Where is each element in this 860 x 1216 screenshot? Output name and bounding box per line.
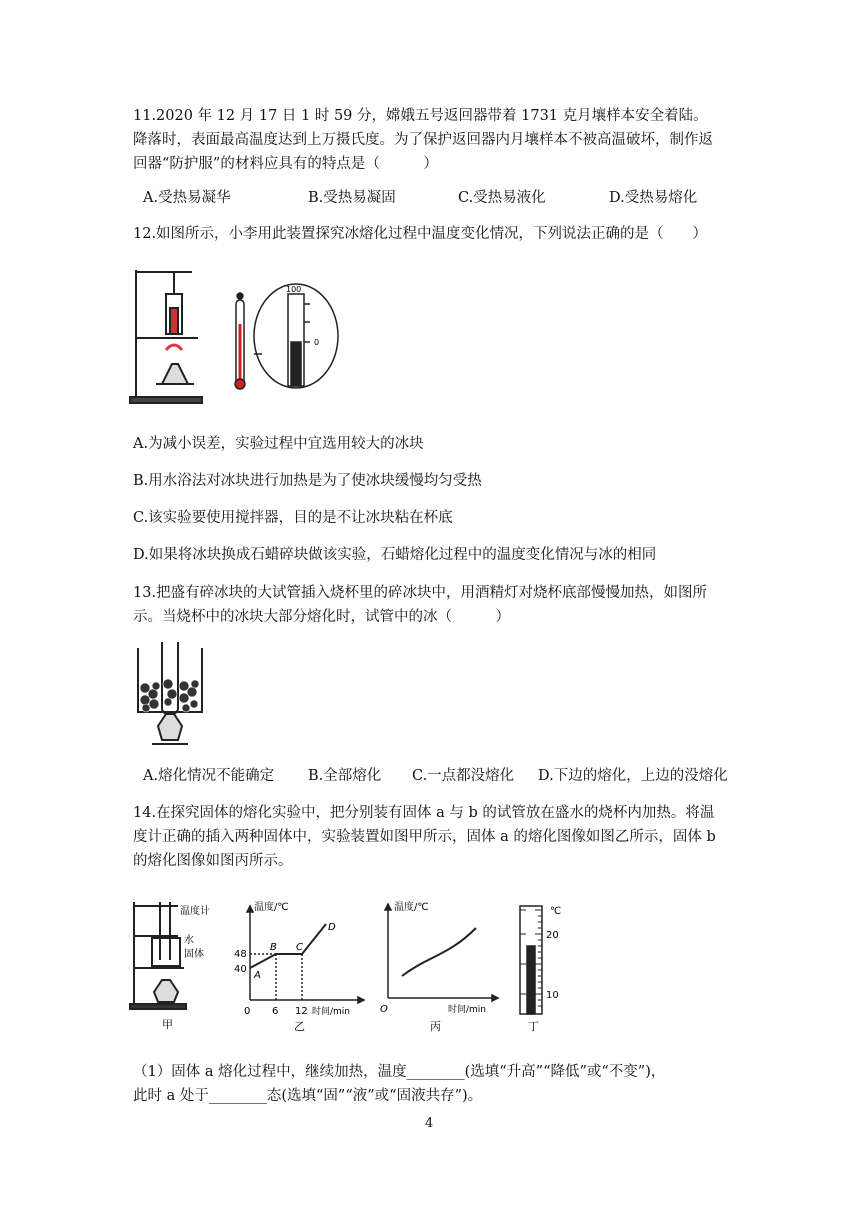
q14-line3: 的熔化图像如图丙所示。 [133,853,293,869]
q14-yi-point-d: D [328,922,336,933]
q12-apparatus-figure [128,264,342,410]
q12-option-a: A.为减小误差，实验过程中宜选用较大的冰块 [133,436,424,452]
q14-yi-xtick-6: 6 [272,1006,279,1017]
q14-fig-ding-thermometer [510,896,580,1034]
q14-ding-unit: ℃ [550,906,562,917]
q13-beaker-figure [132,640,212,752]
page-number: 4 [425,1116,434,1131]
q14-line1: 14.在探究固体的熔化实验中，把分别装有固体 a 与 b 的试管放在盛水的烧杯内加热。将温 [133,805,715,821]
q14-fig-jia [128,896,224,1034]
q14-fig-yi-chart [232,896,372,1032]
q13-option-d: D.下边的熔化，上边的没熔化 [538,768,728,784]
q13-line1: 13.把盛有碎冰块的大试管插入烧杯里的碎冰块中，用酒精灯对烧杯底部慢慢加热，如图所 [133,585,708,601]
q14-yi-ytick-40: 40 [234,964,247,975]
q13-option-b: B.全部熔化 [308,768,382,784]
q14-bing-origin: O [380,1004,388,1015]
q11-line1: 11.2020 年 12 月 17 日 1 时 59 分，嫦娥五号返回器带着 1731 克月壤样本安全着陆。 [133,108,708,124]
q11-option-a: A.受热易凝华 [143,190,231,206]
q14-yi-caption: 乙 [294,1020,305,1032]
q12-option-b: B.用水浴法对冰块进行加热是为了使冰块缓慢均匀受热 [133,473,482,489]
q14-yi-ylabel: 温度/℃ [254,902,289,913]
q13-option-a: A.熔化情况不能确定 [143,768,275,784]
q14-yi-xtick-12: 12 [295,1006,308,1017]
q11-line3: 回器“防护服”的材料应具有的特点是（ ） [133,156,438,172]
q14-sub1-line1: （1）固体 a 熔化过程中，继续加热，温度________(选填“升高”“降低”或“不变”)， [133,1064,666,1080]
q14-bing-ylabel: 温度/℃ [394,902,429,913]
q14-ding-tick-10: 10 [546,990,559,1001]
q14-sub1-line2: 此时 a 处于________态(选填“固”“液”或“固液共存”)。 [133,1088,483,1104]
q12-option-d: D.如果将冰块换成石蜡碎块做该实验，石蜡熔化过程中的温度变化情况与冰的相同 [133,547,657,563]
q14-ding-caption: 丁 [528,1020,539,1033]
q12-thermo-scale-zero: 0 [314,338,320,347]
q13-option-c: C.一点都没熔化 [412,768,515,784]
q14-yi-ytick-48: 48 [234,949,247,960]
q14-yi-point-b: B [270,942,277,953]
q14-ding-tick-20: 20 [546,930,559,941]
q14-fig-bing-chart [378,896,504,1032]
q13-ice-chunks [140,679,199,712]
q11-option-c: C.受热易液化 [458,190,546,206]
q14-yi-xtick-0: 0 [244,1006,251,1017]
q14-jia-label-water: 水 [184,935,194,946]
q14-jia-label-thermometer: 温度计 [180,906,210,917]
q14-line2: 度计正确的插入两种固体中，实验装置如图甲所示，固体 a 的熔化图像如图乙所示，固体 b [133,829,716,845]
q11-line2: 降落时，表面最高温度达到上万摄氏度。为了保护返回器内月壤样本不被高温破坏，制作返 [133,132,713,148]
q11-option-d: D.受热易熔化 [609,190,698,206]
q12-thermo-scale-top: 100 [286,285,302,294]
q14-jia-caption: 甲 [162,1018,173,1031]
q14-yi-xlabel: 时间/min [312,1007,351,1017]
q12-option-c: C.该实验要使用搅拌器，目的是不让冰块粘在杯底 [133,510,453,526]
q11-option-b: B.受热易凝固 [308,190,396,206]
q14-jia-label-solid: 固体 [184,949,204,960]
q13-line2: 示。当烧杯中的冰块大部分熔化时，试管中的冰（ ） [133,609,510,625]
q14-yi-point-c: C [296,942,303,953]
q12-stem: 12.如图所示，小李用此装置探究冰熔化过程中温度变化情况，下列说法正确的是（ ） [133,226,708,242]
q14-bing-caption: 丙 [430,1020,441,1032]
q14-yi-point-a: A [254,970,261,981]
q14-bing-xlabel: 时间/min [448,1005,487,1015]
